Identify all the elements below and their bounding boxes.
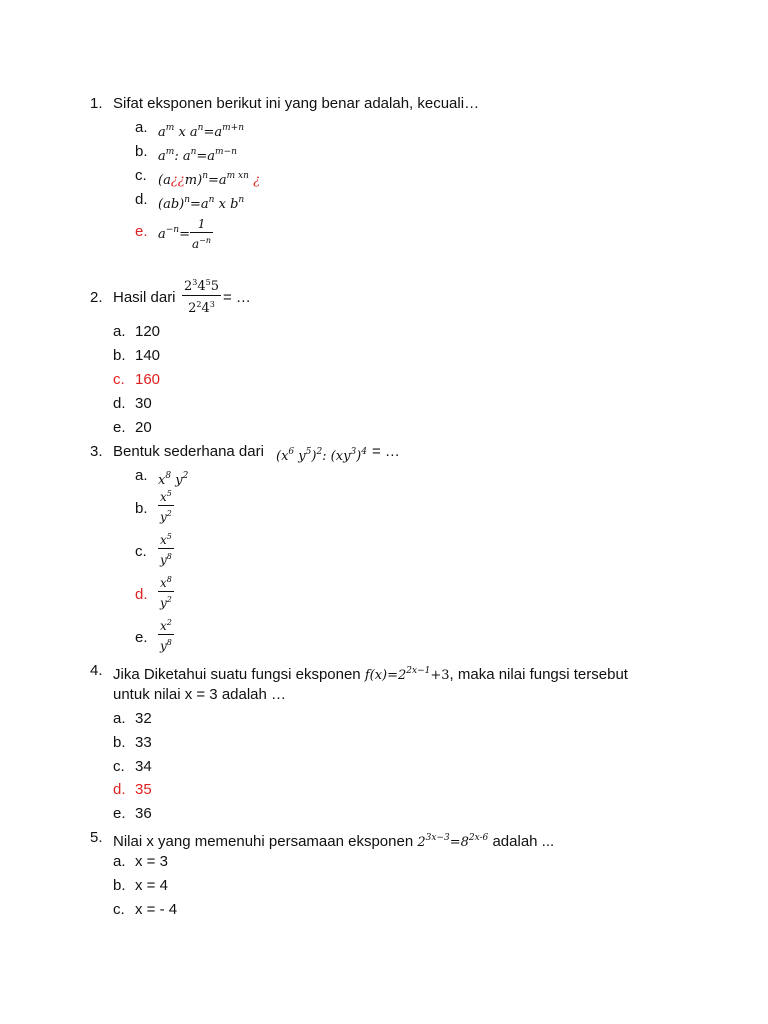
option-expression: $a^m$: $a^n=a^{m-n}$	[158, 147, 237, 164]
question-text-lead: Jika Diketahui suatu fungsi eksponen	[113, 666, 361, 683]
option-letter: b.	[113, 734, 126, 751]
question-number: 4.	[90, 662, 103, 679]
option-letter: c.	[135, 543, 147, 560]
option-letter: e.	[113, 419, 126, 436]
question-number: 2.	[90, 289, 103, 306]
option-letter: a.	[135, 119, 148, 136]
option-letter: c.	[113, 758, 125, 775]
question-fraction: $\frac{2^34^55}{2^24^3}$	[182, 274, 221, 317]
option-letter: a.	[113, 853, 126, 870]
option-letter: a.	[113, 323, 126, 340]
option-letter-answer: e.	[135, 223, 148, 240]
option-letter-answer: c.	[113, 371, 125, 388]
question-text-line2: untuk nilai x = 3 adalah …	[113, 686, 287, 703]
option-letter: a.	[113, 710, 126, 727]
question-expression: ($x^6$ $y^5)^2$: $(xy^3)^4$	[276, 447, 367, 464]
option-value: x = 4	[135, 877, 168, 894]
option-letter: b.	[135, 143, 148, 160]
question-text-lead: Hasil dari	[113, 289, 176, 306]
option-value: 34	[135, 758, 152, 775]
question-text-tail: = …	[223, 289, 251, 306]
question-text	[113, 661, 628, 686]
question-text-tail: = …	[372, 443, 400, 460]
option-value: x = 3	[135, 853, 168, 870]
option-value-answer: 35	[135, 781, 152, 798]
question-text-tail: , maka nilai fungsi tersebut	[449, 666, 628, 683]
option-letter: e.	[135, 629, 148, 646]
question-text	[113, 828, 554, 853]
option-letter: a.	[135, 467, 148, 484]
option-expression: $(ab)^n=a^n$ x $b^n$	[158, 195, 245, 212]
question-expression-tail: +3	[430, 668, 450, 683]
question-text	[113, 288, 176, 308]
option-letter: b.	[113, 877, 126, 894]
question-expression: $2^{3x-3}=8^{2x-6}$	[417, 833, 489, 850]
option-value-answer: 160	[135, 371, 161, 388]
option-fraction: $\frac{x^5}{y^8}$	[158, 529, 174, 568]
option-letter: d.	[113, 395, 126, 412]
question-expression: $f(x)=2^{2x-1}$	[364, 666, 431, 683]
option-letter: c.	[113, 901, 125, 918]
option-fraction: $\frac{x^2}{y^8}$	[158, 615, 174, 654]
question-number: 3.	[90, 443, 103, 460]
question-text-lead: Nilai x yang memenuhi persamaan eksponen	[113, 833, 414, 850]
question-text: Sifat eksponen berikut ini yang benar adalah, kecuali…	[113, 95, 480, 112]
option-expression: $(a¿¿m)^n=a^{m xn}$ ¿	[158, 171, 261, 188]
option-value: 32	[135, 710, 152, 727]
option-letter: c.	[135, 167, 147, 184]
question-number: 5.	[90, 829, 103, 846]
option-value: 120	[135, 323, 161, 340]
option-letter: b.	[113, 347, 126, 364]
option-value: 33	[135, 734, 152, 751]
option-expression: $x^8$ $y^2$	[158, 471, 189, 488]
option-letter-answer: d.	[113, 781, 126, 798]
question-number: 1.	[90, 95, 103, 112]
option-value: 20	[135, 419, 152, 436]
option-letter: d.	[135, 191, 148, 208]
question-text-tail: adalah ...	[492, 833, 555, 850]
option-expression: $a^m$ x $a^n=a^{m+n}$	[158, 123, 244, 140]
question-text: Bentuk sederhana dari	[113, 443, 264, 460]
option-value: 140	[135, 347, 161, 364]
option-value: 36	[135, 805, 152, 822]
option-fraction: $\frac{x^8}{y^2}$	[158, 572, 174, 611]
option-fraction: $\frac{x^5}{y^2}$	[158, 486, 174, 525]
option-letter-answer: d.	[135, 586, 148, 603]
option-value: x = - 4	[135, 901, 178, 918]
option-expression: $a^{-n}=$ $\frac{1}{a^{-n}}$	[158, 217, 212, 251]
option-letter: e.	[113, 805, 126, 822]
option-letter: b.	[135, 500, 148, 517]
option-value: 30	[135, 395, 152, 412]
